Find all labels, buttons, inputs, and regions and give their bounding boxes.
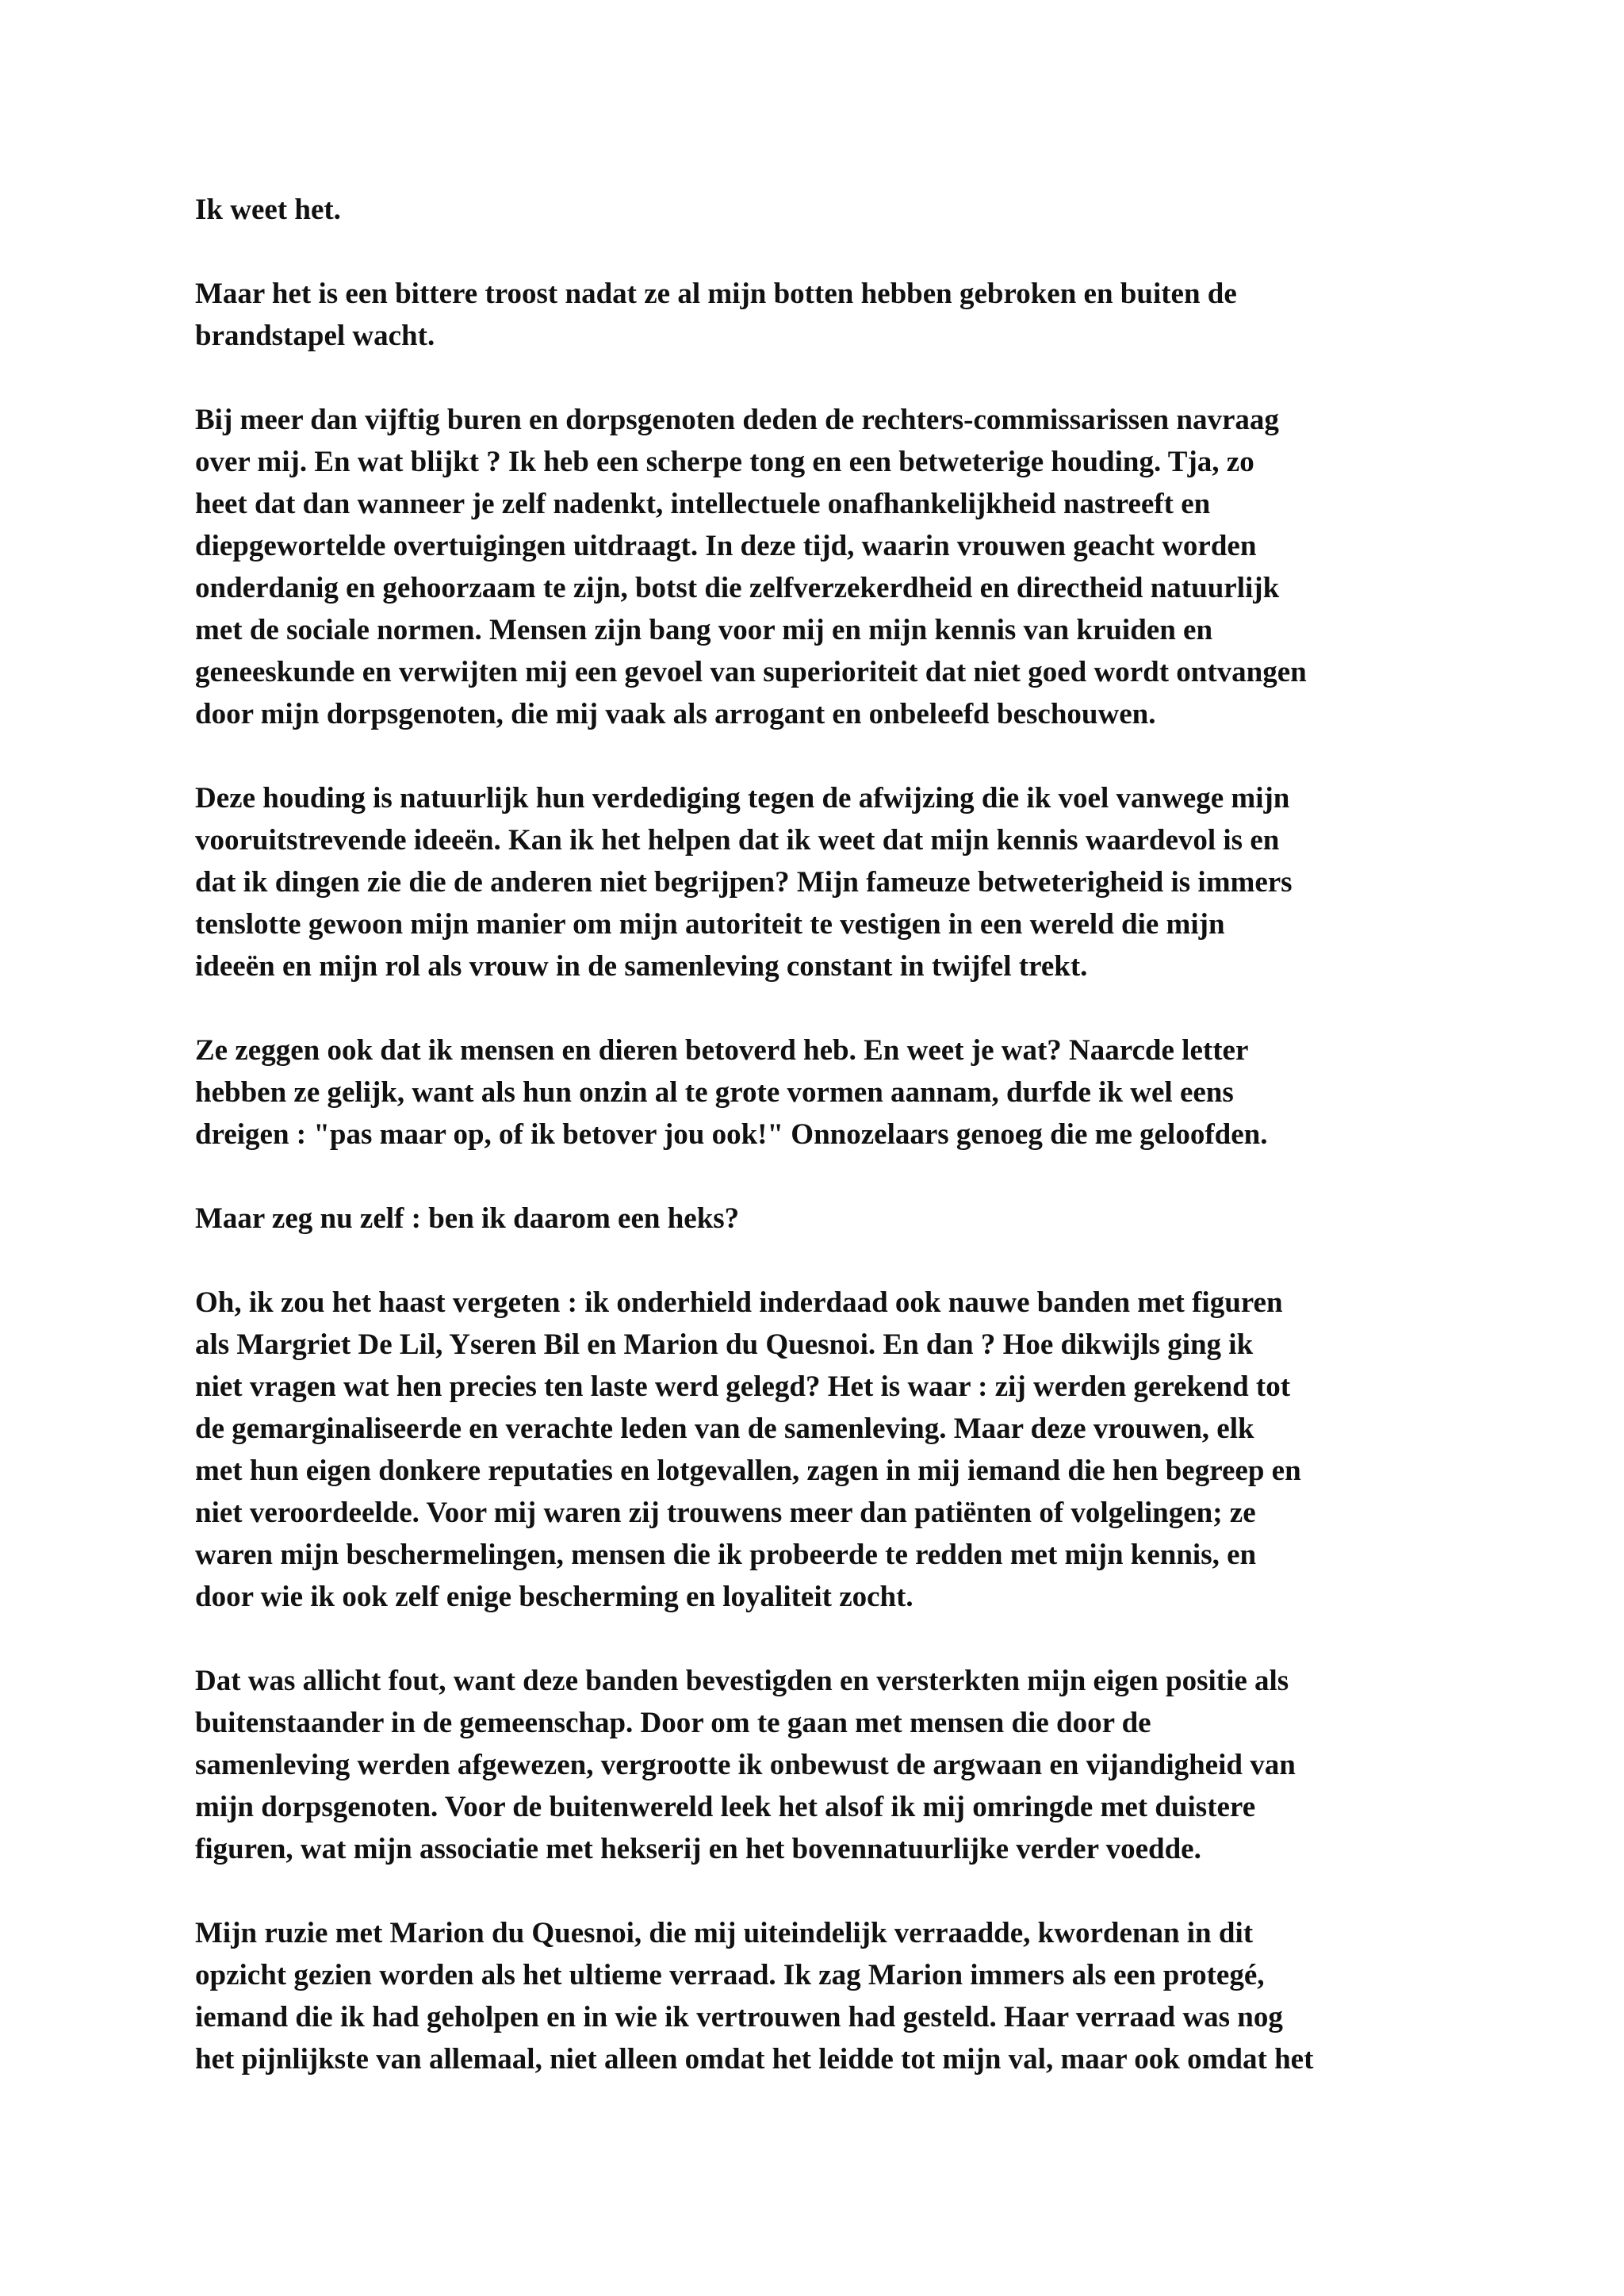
text-line: Ze zeggen ook dat ik mensen en dieren betoverd heb. En weet je wat? Naarcde letter xyxy=(195,1034,1249,1067)
text-line: vooruitstrevende ideeën. Kan ik het helpen dat ik weet dat mijn kennis waardevol is en xyxy=(195,824,1280,857)
text-line: tenslotte gewoon mijn manier om mijn autoriteit te vestigen in een wereld die mijn xyxy=(195,908,1225,941)
text-line: diepgewortelde overtuigingen uitdraagt. In deze tijd, waarin vrouwen geacht worden xyxy=(195,530,1257,562)
text-line: Maar zeg nu zelf : ben ik daarom een heks? xyxy=(195,1202,740,1235)
paragraph xyxy=(195,1282,1452,1618)
text-line: met de sociale normen. Mensen zijn bang voor mij en mijn kennis van kruiden en xyxy=(195,614,1213,646)
text-line: Deze houding is natuurlijk hun verdediging tegen de afwijzing die ik voel vanwege mijn xyxy=(195,782,1290,815)
text-line: met hun eigen donkere reputaties en lotgevallen, zagen in mij iemand die hen begreep en xyxy=(195,1455,1301,1487)
paragraph xyxy=(195,1198,1452,1240)
text-line: het pijnlijkste van allemaal, niet alleen omdat het leidde tot mijn val, maar ook omdat het xyxy=(195,2043,1314,2076)
text-line: mijn dorpsgenoten. Voor de buitenwereld leek het alsof ik mij omringde met duistere xyxy=(195,1791,1256,1823)
text-line: als Margriet De Lil, Yseren Bil en Marion du Quesnoi. En dan ? Hoe dikwijls ging ik xyxy=(195,1328,1254,1361)
paragraph xyxy=(195,189,1452,231)
text-line: figuren, wat mijn associatie met hekserij en het bovennatuurlijke verder voedde. xyxy=(195,1833,1201,1865)
text-line: iemand die ik had geholpen en in wie ik vertrouwen had gesteld. Haar verraad was nog xyxy=(195,2001,1283,2033)
text-line: onderdanig en gehoorzaam te zijn, botst die zelfverzekerdheid en directheid natuurlijk xyxy=(195,572,1280,604)
paragraph xyxy=(195,1912,1452,2080)
text-line: geneeskunde en verwijten mij een gevoel van superioriteit dat niet goed wordt ontvangen xyxy=(195,656,1307,688)
text-line: Bij meer dan vijftig buren en dorpsgenoten deden de rechters-commissarissen navraag xyxy=(195,404,1279,436)
text-line: brandstapel wacht. xyxy=(195,320,435,352)
text-line: dat ik dingen zie die de anderen niet begrijpen? Mijn fameuze betweterigheid is immers xyxy=(195,866,1293,899)
text-line: hebben ze gelijk, want als hun onzin al te grote vormen aannam, durfde ik wel eens xyxy=(195,1076,1234,1109)
text-line: samenleving werden afgewezen, vergrootte ik onbewust de argwaan en vijandigheid van xyxy=(195,1749,1296,1781)
text-line: Dat was allicht fout, want deze banden bevestigden en versterkten mijn eigen positie als xyxy=(195,1665,1289,1697)
text-line: door mijn dorpsgenoten, die mij vaak als arrogant en onbeleefd beschouwen. xyxy=(195,698,1156,730)
text-line: buitenstaander in de gemeenschap. Door om te gaan met mensen die door de xyxy=(195,1707,1151,1739)
text-line: waren mijn beschermelingen, mensen die ik probeerde te redden met mijn kennis, en xyxy=(195,1539,1257,1571)
text-line: ideeën en mijn rol als vrouw in de samenleving constant in twijfel trekt. xyxy=(195,950,1088,983)
text-line: Oh, ik zou het haast vergeten : ik onderhield inderdaad ook nauwe banden met figuren xyxy=(195,1286,1283,1319)
text-line: Maar het is een bittere troost nadat ze al mijn botten hebben gebroken en buiten de xyxy=(195,278,1237,310)
paragraph xyxy=(195,1660,1452,1870)
paragraph xyxy=(195,399,1452,735)
text-line: de gemarginaliseerde en verachte leden van de samenleving. Maar deze vrouwen, elk xyxy=(195,1412,1254,1445)
document-body xyxy=(195,189,1452,2080)
text-line: heet dat dan wanneer je zelf nadenkt, intellectuele onafhankelijkheid nastreeft en xyxy=(195,488,1211,520)
text-line: niet veroordeelde. Voor mij waren zij trouwens meer dan patiënten of volgelingen; ze xyxy=(195,1497,1256,1529)
text-line: dreigen : "pas maar op, of ik betover jou ook!" Onnozelaars genoeg die me geloofden. xyxy=(195,1118,1268,1151)
text-line: over mij. En wat blijkt ? Ik heb een scherpe tong en een betweterige houding. Tja, zo xyxy=(195,446,1254,478)
paragraph xyxy=(195,273,1452,357)
text-line: Ik weet het. xyxy=(195,194,341,226)
text-line: opzicht gezien worden als het ultieme verraad. Ik zag Marion immers als een protegé, xyxy=(195,1959,1265,1991)
paragraph xyxy=(195,1029,1452,1156)
text-line: niet vragen wat hen precies ten laste werd gelegd? Het is waar : zij werden gerekend tot xyxy=(195,1370,1291,1403)
text-line: Mijn ruzie met Marion du Quesnoi, die mij uiteindelijk verraadde, kwordenan in dit xyxy=(195,1917,1254,1949)
text-line: door wie ik ook zelf enige bescherming en loyaliteit zocht. xyxy=(195,1581,914,1613)
paragraph xyxy=(195,777,1452,987)
